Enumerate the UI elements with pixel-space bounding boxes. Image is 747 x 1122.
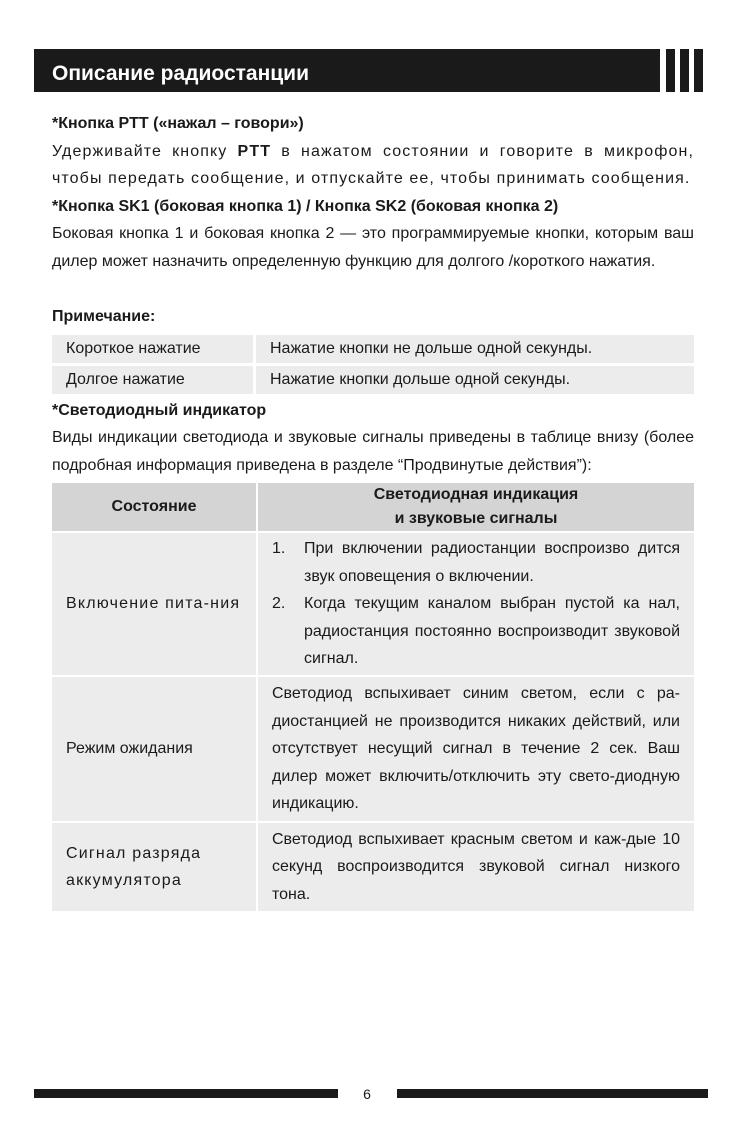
note-term: Долгое нажатие xyxy=(52,366,256,394)
header-stripe xyxy=(666,49,675,92)
led-description: Виды индикации светодиода и звуковые сигналы приведены в таблице внизу (более подробная информация приведена в разделе “Продвинутые действия”): xyxy=(52,429,694,474)
table-row xyxy=(52,335,694,363)
ptt-text-end: в нажатом состоянии и говорите в микрофон, чтобы передать сообщение, и отпускайте ее, чтобы принимать сообщения. xyxy=(52,142,694,187)
led-state: Режим ожидания xyxy=(52,676,257,822)
step-number: 2. xyxy=(272,595,286,613)
page-content xyxy=(52,110,694,911)
table-row xyxy=(52,676,694,822)
led-state: Включение пита-ния xyxy=(52,532,257,676)
step-number: 1. xyxy=(272,540,286,558)
power-on-steps xyxy=(272,535,680,673)
led-heading: *Светодиодный индикатор xyxy=(52,401,267,419)
table-header-row xyxy=(52,483,694,532)
header-line: Светодиодная индикация xyxy=(373,486,579,503)
sk-heading: *Кнопка SK1 (боковая кнопка 1) / Кнопка SK2 (боковая кнопка 2) xyxy=(52,197,559,215)
led-col-indication-header xyxy=(257,483,694,532)
list-item xyxy=(272,590,680,673)
footer-rule-left xyxy=(34,1089,338,1098)
ptt-description xyxy=(52,138,694,193)
led-table xyxy=(52,483,694,911)
section-header-bar xyxy=(34,49,660,92)
header-stripe xyxy=(680,49,689,92)
note-term: Короткое нажатие xyxy=(52,335,256,363)
note-heading: Примечание: xyxy=(52,308,156,325)
note-desc: Нажатие кнопки дольше одной секунды. xyxy=(256,366,694,394)
page-number: 6 xyxy=(363,1086,371,1102)
sk-description: Боковая кнопка 1 и боковая кнопка 2 — это программируемые кнопки, которым ваш дилер может назначить определенную функцию для долгого /короткого нажатия. xyxy=(52,225,694,270)
ptt-text-start: Удерживайте кнопку xyxy=(52,142,238,160)
table-row xyxy=(52,366,694,394)
table-row xyxy=(52,532,694,676)
list-item xyxy=(272,535,680,590)
led-indication: Светодиод вспыхивает красным светом и каж-дые 10 секунд воспроизводится звуковой сигнал низкого тона. xyxy=(257,822,694,911)
header-line: и звуковые сигналы xyxy=(394,510,558,527)
section-title: Описание радиостанции xyxy=(52,62,310,85)
table-row xyxy=(52,822,694,911)
header-stripe xyxy=(694,49,703,92)
led-indication xyxy=(257,532,694,676)
footer-rule-right xyxy=(397,1089,708,1098)
led-state: Сигнал разряда аккумулятора xyxy=(52,822,257,911)
note-desc: Нажатие кнопки не дольше одной секунды. xyxy=(256,335,694,363)
ptt-text-bold: PTT xyxy=(237,142,272,160)
note-table xyxy=(52,332,694,397)
led-indication: Светодиод вспыхивает синим светом, если с ра-диостанцией не производится никаких действий, или отсутствует несущий сигнал в течение 2 сек. Ваш дилер может включить/отключить эту свето-диодную индикацию. xyxy=(257,676,694,822)
step-text: При включении радиостанции воспроизво дится звук оповещения о включении. xyxy=(304,540,680,585)
led-col-state-header: Состояние xyxy=(52,483,257,532)
step-text: Когда текущим каналом выбран пустой ка нал, радиостанция постоянно воспроизводит звуковой сигнал. xyxy=(304,595,680,668)
ptt-heading: *Кнопка PTT («нажал – говори») xyxy=(52,115,304,132)
